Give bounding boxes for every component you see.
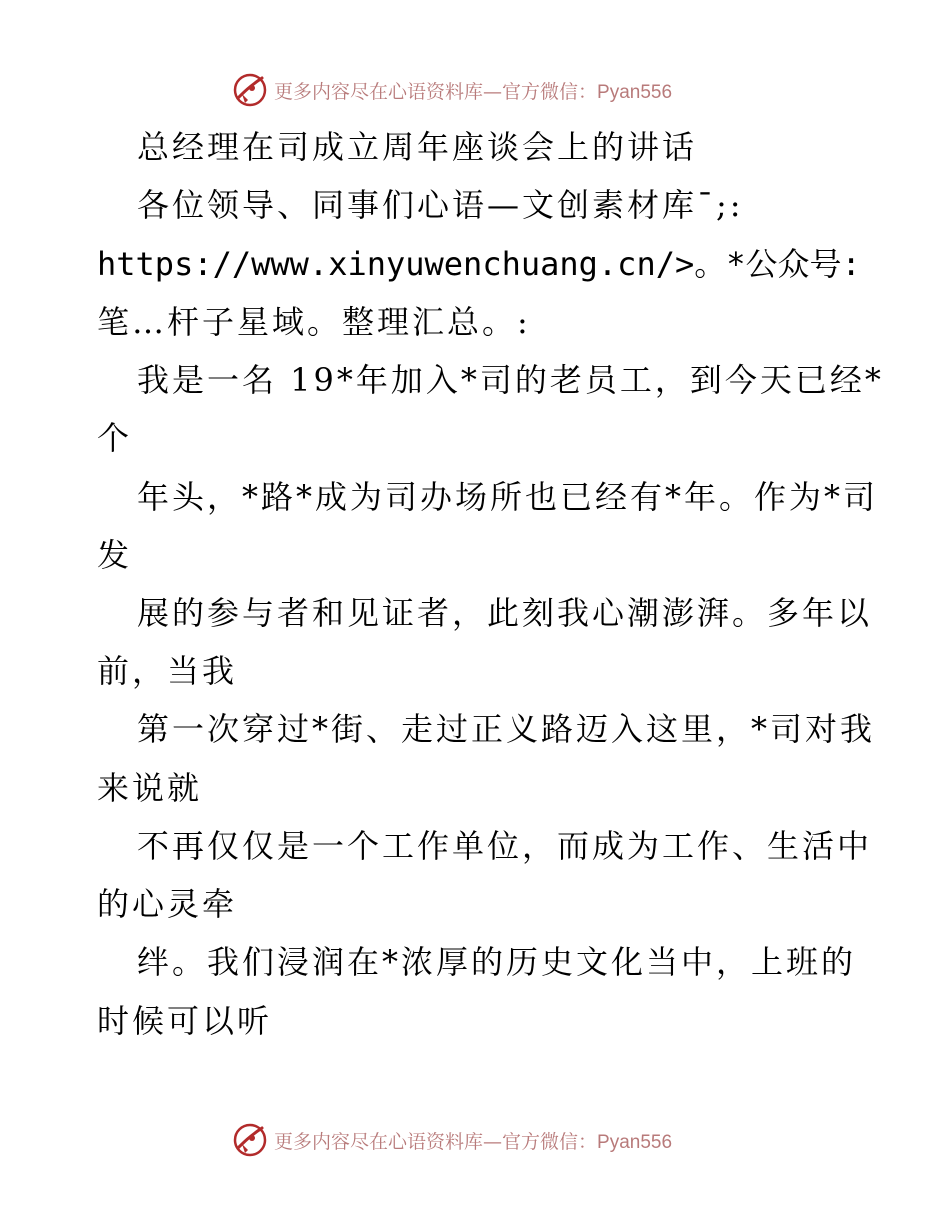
text-line: 年头，*路*成为司办场所也已经有*年。作为*司 — [137, 478, 879, 516]
text-line: 绊。我们浸润在*浓厚的历史文化当中，上班的 — [137, 943, 857, 981]
pen-logo-icon — [232, 72, 268, 108]
text-line: 不再仅仅是一个工作单位，而成为工作、生活中 — [137, 827, 873, 865]
text-line: 笔…杆子星域。整理汇总。: — [97, 303, 531, 341]
text-line: 前，当我 — [97, 652, 238, 690]
banner-text: 更多内容尽在心语资料库—官方微信：Pyan556 — [274, 1130, 673, 1153]
text-line: 时候可以听 — [97, 1002, 273, 1040]
footer-banner — [232, 1120, 672, 1160]
pen-logo-icon — [232, 1122, 268, 1158]
text-line: 的心灵牵 — [97, 885, 238, 923]
text-line: 个 — [97, 419, 133, 457]
text-line: 第一次穿过*街、走过正义路迈入这里，*司对我 — [137, 710, 876, 748]
text-line: 展的参与者和见证者，此刻我心潮澎湃。多年以 — [137, 594, 873, 632]
text-line: 我是一名 19*年加入*司的老员工，到今天已经* — [137, 361, 884, 399]
text-line: 来说就 — [97, 769, 203, 807]
document-title: 总经理在司成立周年座谈会上的讲话 — [137, 128, 698, 166]
url-line: https://www.xinyuwenchuang.cn/>。*公众号: — [97, 245, 861, 283]
text-line: 发 — [97, 536, 133, 574]
text-line: 各位领导、同事们心语—文创素材库¯;: — [137, 186, 744, 224]
banner-text: 更多内容尽在心语资料库—官方微信：Pyan556 — [274, 80, 673, 103]
header-banner — [232, 70, 672, 110]
